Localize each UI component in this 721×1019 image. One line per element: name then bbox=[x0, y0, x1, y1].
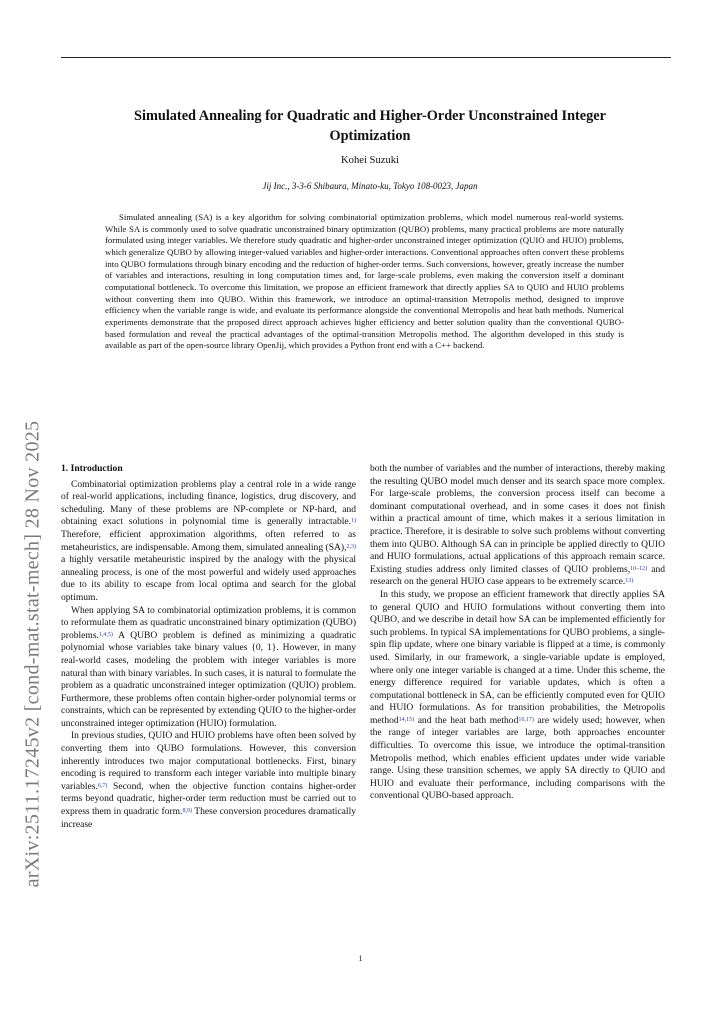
left-column bbox=[61, 463, 356, 831]
citation-link[interactable]: 2,3) bbox=[346, 543, 356, 550]
right-column bbox=[370, 463, 665, 803]
paragraph: In this study, we propose an efficient framework that directly applies SA to general QUIO and HUIO formulations without converting them into QUBO, and we describe in detail how SA can be implemented efficiently for such problems. In typical SA implementations for QUBO problems, a single-spin flip update, where one binary variable is flipped at a time, is commonly used. Similarly, in our framework, a single-variable update is employed, where only one integer variable is changed at a time. Under this scheme, the energy difference required for variable updates, which is often a computational bottleneck in SA, can be efficiently computed even for QUIO and HUIO formulations. As for transition probabilities, the Metropolis method$^{14,15)}$ and the heat bath method$^{16,17)}$ are widely used; however, when the range of integer variables are large, both approaches encounter difficulties. To overcome this issue, we introduce the optimal-transition Metropolis method, which enables efficient updates under wide variable range. Using these transition schemes, we apply SA directly to QUIO and HUIO and evaluate their performance, including comparisons with the conventional QUBO-based approach. bbox=[370, 588, 665, 802]
citation-link[interactable]: 1,4,5) bbox=[98, 631, 113, 638]
citation-link[interactable]: 13) bbox=[625, 578, 634, 585]
author-affiliation: Jij Inc., 3-3-6 Shibaura, Minato-ku, Tokyo 108-0023, Japan bbox=[262, 181, 478, 191]
paragraph: In previous studies, QUIO and HUIO problems have often been solved by converting them into QUBO formulations. However, this conversion inherently introduces two major computational bottlenecks. First, binary encoding is required to transform each integer variable into multiple binary variables.$^{6,7)}$ Second, when the objective function contains higher-order terms beyond quadratic, higher-order term reduction must be carried out to express them in quadratic form.$^{8,9)}$ These conversion procedures dramatically increase bbox=[61, 730, 356, 830]
arxiv-identifier: arXiv:2511.17245v2 [cond-mat.stat-mech] 28 Nov 2025 bbox=[21, 420, 44, 888]
paragraph: Combinatorial optimization problems play a central role in a wide range of real-world applications, including finance, logistics, drug discovery, and scheduling. Many of these problems are NP-complete or NP-hard, and obtaining exact solutions in polynomial time is generally intractable.$^{1)}$ Therefore, efficient approximation algorithms, often referred to as metaheuristics, are indispensable. Among them, simulated annealing (SA),$^{2,3)}$ a highly versatile metaheuristic inspired by the analogy with the physical annealing process, is one of the most powerful and widely used approaches due to its ability to escape from local optima and search for the global optimum. bbox=[61, 478, 356, 603]
section-heading-introduction: 1. Introduction bbox=[61, 463, 123, 474]
abstract: Simulated annealing (SA) is a key algorithm for solving combinatorial optimization problems, which model numerous real-world systems. While SA is commonly used to solve quadratic unconstrained binary optimization (QUBO) problems, many practical problems are more naturally formulated using integer variables. We therefore study quadratic and higher-order unconstrained integer optimization (QUIO and HUIO) problems, which generalize QUBO by allowing integer-valued variables and higher-order interactions. Conventional approaches often convert these problems into QUBO formulations through binary encoding and the reduction of higher-order terms. Such conversions, however, greatly increase the number of variables and interactions, resulting in long computation times and, for large-scale problems, even making the conversion itself a dominant computational bottleneck. To overcome this limitation, we propose an efficient framework that directly applies SA to QUIO and HUIO problems without converting them into QUBO. Within this framework, we introduce an optimal-transition Metropolis method, designed to improve efficiency when the variable range is wide, and evaluate its performance alongside the conventional Metropolis and heat bath methods. Numerical experiments demonstrate that the proposed direct approach achieves higher efficiency and better solution quality than the conventional QUBO-based formulation and reveal the practical advantages of the optimal-transition Metropolis method. The algorithm developed in this study is available as part of the open-source library OpenJij, which provides a Python front end with a C++ backend. bbox=[105, 212, 624, 351]
citation-link[interactable]: 16,17) bbox=[518, 716, 534, 723]
author-name: Kohei Suzuki bbox=[341, 155, 399, 166]
citation-link[interactable]: 1) bbox=[351, 518, 356, 525]
citation-link[interactable]: 6,7) bbox=[97, 782, 108, 789]
citation-link[interactable]: 8,9) bbox=[182, 808, 192, 815]
citation-link[interactable]: 10–12) bbox=[630, 565, 648, 572]
paper-title: Simulated Annealing for Quadratic and Higher-Order Unconstrained Integer Optimization bbox=[134, 108, 606, 144]
header-rule bbox=[61, 57, 671, 58]
paragraph: both the number of variables and the number of interactions, thereby making the resulting QUBO model much denser and its search space more complex. For large-scale problems, the conversion process itself can become a dominant computational overhead, and in some cases it does not finish within a practical amount of time, which makes it a serious limitation in practice. Therefore, it is desirable to solve such problems without converting them into QUBO. Although SA can in principle be applied directly to QUIO and HUIO formulations, actual applications of this approach remain scarce. Existing studies address only limited classes of QUIO problems,$^{10-12)}$ and research on the general HUIO case appears to be extremely scarce.$^{13)}$ bbox=[370, 463, 666, 588]
page-number: 1 bbox=[358, 954, 363, 963]
paragraph: When applying SA to combinatorial optimization problems, it is common to reformulate them as quadratic unconstrained binary optimization (QUBO) problems.$^{1,4,5)}$ A QUBO problem is defined as minimizing a quadratic polynomial whose variables take binary values {0, 1}. However, in many real-world cases, modeling the problem with integer variables is more natural than with binary variables. In such cases, it is natural to formulate the problem as a quadratic unconstrained integer optimization (QUIO) problem. Furthermore, these problems often contain higher-order polynomial terms or constraints, which can be represented by extending QUIO to the higher-order unconstrained integer optimization (HUIO) formulation. bbox=[61, 604, 356, 729]
citation-link[interactable]: 14,15) bbox=[398, 716, 415, 723]
